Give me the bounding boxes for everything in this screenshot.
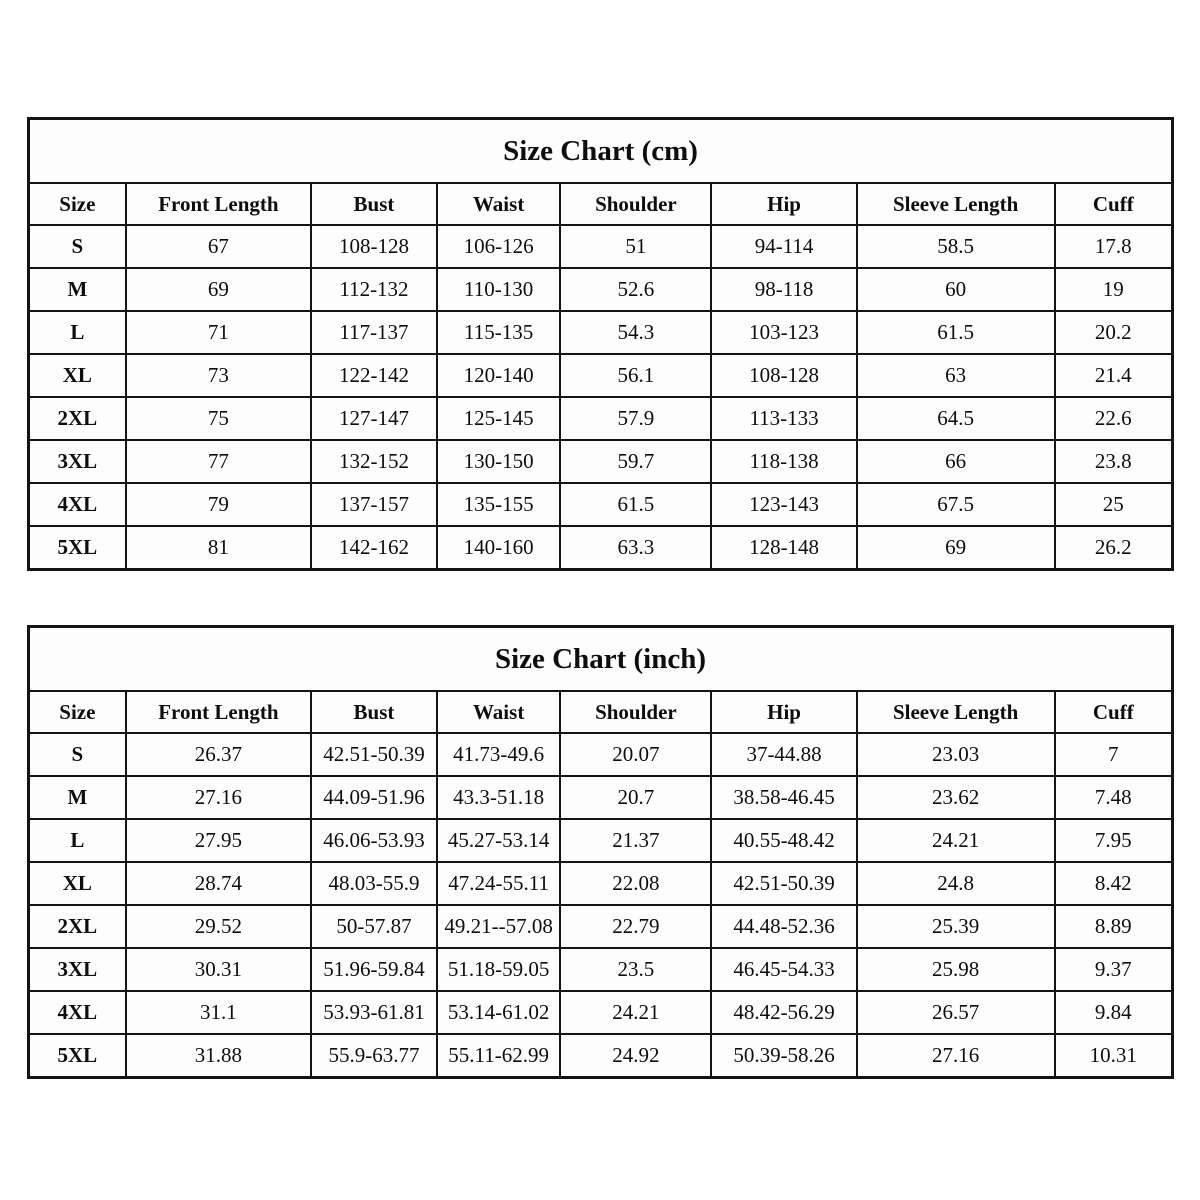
measurement-cell: 31.1 xyxy=(126,991,311,1034)
measurement-cell: 71 xyxy=(126,311,311,354)
measurement-cell: 47.24-55.11 xyxy=(437,862,561,905)
table-row xyxy=(29,948,1173,991)
measurement-cell: 25.39 xyxy=(857,905,1055,948)
measurement-cell: 29.52 xyxy=(126,905,311,948)
column-header-front-length: Front Length xyxy=(126,183,311,225)
size-chart-inch-table xyxy=(27,625,1174,1079)
size-label-cell: 5XL xyxy=(29,526,126,570)
measurement-cell: 117-137 xyxy=(311,311,437,354)
measurement-cell: 122-142 xyxy=(311,354,437,397)
table-row xyxy=(29,311,1173,354)
column-header-waist: Waist xyxy=(437,183,561,225)
size-label-cell: 2XL xyxy=(29,397,126,440)
size-label-cell: XL xyxy=(29,354,126,397)
measurement-cell: 20.7 xyxy=(560,776,711,819)
measurement-cell: 27.16 xyxy=(857,1034,1055,1078)
measurement-cell: 81 xyxy=(126,526,311,570)
measurement-cell: 28.74 xyxy=(126,862,311,905)
measurement-cell: 22.6 xyxy=(1055,397,1173,440)
measurement-cell: 48.42-56.29 xyxy=(711,991,856,1034)
measurement-cell: 30.31 xyxy=(126,948,311,991)
table-row xyxy=(29,733,1173,776)
table-header-row xyxy=(29,691,1173,733)
measurement-cell: 132-152 xyxy=(311,440,437,483)
measurement-cell: 8.42 xyxy=(1055,862,1173,905)
size-label-cell: 3XL xyxy=(29,948,126,991)
measurement-cell: 51.18-59.05 xyxy=(437,948,561,991)
measurement-cell: 8.89 xyxy=(1055,905,1173,948)
table-row xyxy=(29,483,1173,526)
measurement-cell: 22.08 xyxy=(560,862,711,905)
measurement-cell: 26.37 xyxy=(126,733,311,776)
table-row xyxy=(29,776,1173,819)
measurement-cell: 55.11-62.99 xyxy=(437,1034,561,1078)
measurement-cell: 23.03 xyxy=(857,733,1055,776)
measurement-cell: 125-145 xyxy=(437,397,561,440)
size-label-cell: S xyxy=(29,225,126,268)
table-row xyxy=(29,440,1173,483)
measurement-cell: 140-160 xyxy=(437,526,561,570)
measurement-cell: 25 xyxy=(1055,483,1173,526)
measurement-cell: 77 xyxy=(126,440,311,483)
measurement-cell: 45.27-53.14 xyxy=(437,819,561,862)
measurement-cell: 66 xyxy=(857,440,1055,483)
table-row xyxy=(29,354,1173,397)
table-title-inch: Size Chart (inch) xyxy=(29,627,1173,692)
measurement-cell: 123-143 xyxy=(711,483,856,526)
measurement-cell: 19 xyxy=(1055,268,1173,311)
measurement-cell: 46.45-54.33 xyxy=(711,948,856,991)
measurement-cell: 51 xyxy=(560,225,711,268)
measurement-cell: 43.3-51.18 xyxy=(437,776,561,819)
measurement-cell: 57.9 xyxy=(560,397,711,440)
measurement-cell: 108-128 xyxy=(711,354,856,397)
column-header-hip: Hip xyxy=(711,183,856,225)
measurement-cell: 17.8 xyxy=(1055,225,1173,268)
measurement-cell: 10.31 xyxy=(1055,1034,1173,1078)
measurement-cell: 46.06-53.93 xyxy=(311,819,437,862)
measurement-cell: 50-57.87 xyxy=(311,905,437,948)
measurement-cell: 44.09-51.96 xyxy=(311,776,437,819)
measurement-cell: 94-114 xyxy=(711,225,856,268)
measurement-cell: 115-135 xyxy=(437,311,561,354)
measurement-cell: 23.5 xyxy=(560,948,711,991)
table-row xyxy=(29,1034,1173,1078)
size-chart-cm-table xyxy=(27,117,1174,571)
measurement-cell: 9.84 xyxy=(1055,991,1173,1034)
measurement-cell: 41.73-49.6 xyxy=(437,733,561,776)
measurement-cell: 53.14-61.02 xyxy=(437,991,561,1034)
measurement-cell: 42.51-50.39 xyxy=(711,862,856,905)
column-header-size: Size xyxy=(29,183,126,225)
size-label-cell: XL xyxy=(29,862,126,905)
measurement-cell: 9.37 xyxy=(1055,948,1173,991)
measurement-cell: 61.5 xyxy=(560,483,711,526)
measurement-cell: 24.21 xyxy=(857,819,1055,862)
measurement-cell: 103-123 xyxy=(711,311,856,354)
measurement-cell: 26.57 xyxy=(857,991,1055,1034)
measurement-cell: 79 xyxy=(126,483,311,526)
table-title-cm: Size Chart (cm) xyxy=(29,119,1173,184)
size-label-cell: 4XL xyxy=(29,991,126,1034)
size-label-cell: S xyxy=(29,733,126,776)
measurement-cell: 51.96-59.84 xyxy=(311,948,437,991)
measurement-cell: 106-126 xyxy=(437,225,561,268)
measurement-cell: 24.92 xyxy=(560,1034,711,1078)
measurement-cell: 24.21 xyxy=(560,991,711,1034)
measurement-cell: 7.48 xyxy=(1055,776,1173,819)
measurement-cell: 127-147 xyxy=(311,397,437,440)
measurement-cell: 59.7 xyxy=(560,440,711,483)
table-title-row xyxy=(29,627,1173,692)
measurement-cell: 60 xyxy=(857,268,1055,311)
measurement-cell: 42.51-50.39 xyxy=(311,733,437,776)
measurement-cell: 112-132 xyxy=(311,268,437,311)
measurement-cell: 31.88 xyxy=(126,1034,311,1078)
measurement-cell: 27.95 xyxy=(126,819,311,862)
size-label-cell: 3XL xyxy=(29,440,126,483)
measurement-cell: 63.3 xyxy=(560,526,711,570)
measurement-cell: 20.2 xyxy=(1055,311,1173,354)
measurement-cell: 54.3 xyxy=(560,311,711,354)
measurement-cell: 37-44.88 xyxy=(711,733,856,776)
measurement-cell: 55.9-63.77 xyxy=(311,1034,437,1078)
size-label-cell: M xyxy=(29,268,126,311)
measurement-cell: 118-138 xyxy=(711,440,856,483)
measurement-cell: 21.4 xyxy=(1055,354,1173,397)
measurement-cell: 135-155 xyxy=(437,483,561,526)
table-row xyxy=(29,397,1173,440)
measurement-cell: 113-133 xyxy=(711,397,856,440)
measurement-cell: 27.16 xyxy=(126,776,311,819)
measurement-cell: 23.8 xyxy=(1055,440,1173,483)
table-row xyxy=(29,819,1173,862)
measurement-cell: 22.79 xyxy=(560,905,711,948)
measurement-cell: 142-162 xyxy=(311,526,437,570)
measurement-cell: 98-118 xyxy=(711,268,856,311)
measurement-cell: 25.98 xyxy=(857,948,1055,991)
table-header-row xyxy=(29,183,1173,225)
measurement-cell: 69 xyxy=(857,526,1055,570)
measurement-cell: 63 xyxy=(857,354,1055,397)
table-row xyxy=(29,905,1173,948)
measurement-cell: 26.2 xyxy=(1055,526,1173,570)
size-label-cell: L xyxy=(29,819,126,862)
column-header-waist: Waist xyxy=(437,691,561,733)
measurement-cell: 7 xyxy=(1055,733,1173,776)
size-label-cell: 5XL xyxy=(29,1034,126,1078)
measurement-cell: 49.21--57.08 xyxy=(437,905,561,948)
measurement-cell: 61.5 xyxy=(857,311,1055,354)
measurement-cell: 130-150 xyxy=(437,440,561,483)
column-header-size: Size xyxy=(29,691,126,733)
size-label-cell: 4XL xyxy=(29,483,126,526)
measurement-cell: 44.48-52.36 xyxy=(711,905,856,948)
column-header-front-length: Front Length xyxy=(126,691,311,733)
measurement-cell: 67 xyxy=(126,225,311,268)
column-header-sleeve-length: Sleeve Length xyxy=(857,691,1055,733)
column-header-cuff: Cuff xyxy=(1055,183,1173,225)
measurement-cell: 58.5 xyxy=(857,225,1055,268)
measurement-cell: 120-140 xyxy=(437,354,561,397)
measurement-cell: 73 xyxy=(126,354,311,397)
column-header-bust: Bust xyxy=(311,691,437,733)
table-row xyxy=(29,991,1173,1034)
size-label-cell: L xyxy=(29,311,126,354)
measurement-cell: 23.62 xyxy=(857,776,1055,819)
column-header-shoulder: Shoulder xyxy=(560,691,711,733)
measurement-cell: 67.5 xyxy=(857,483,1055,526)
table-row xyxy=(29,862,1173,905)
table-title-row xyxy=(29,119,1173,184)
measurement-cell: 52.6 xyxy=(560,268,711,311)
measurement-cell: 75 xyxy=(126,397,311,440)
table-row xyxy=(29,526,1173,570)
column-header-cuff: Cuff xyxy=(1055,691,1173,733)
column-header-hip: Hip xyxy=(711,691,856,733)
measurement-cell: 38.58-46.45 xyxy=(711,776,856,819)
column-header-bust: Bust xyxy=(311,183,437,225)
measurement-cell: 7.95 xyxy=(1055,819,1173,862)
measurement-cell: 137-157 xyxy=(311,483,437,526)
measurement-cell: 56.1 xyxy=(560,354,711,397)
measurement-cell: 53.93-61.81 xyxy=(311,991,437,1034)
measurement-cell: 48.03-55.9 xyxy=(311,862,437,905)
table-row xyxy=(29,268,1173,311)
measurement-cell: 40.55-48.42 xyxy=(711,819,856,862)
column-header-sleeve-length: Sleeve Length xyxy=(857,183,1055,225)
measurement-cell: 24.8 xyxy=(857,862,1055,905)
table-row xyxy=(29,225,1173,268)
size-label-cell: M xyxy=(29,776,126,819)
measurement-cell: 50.39-58.26 xyxy=(711,1034,856,1078)
measurement-cell: 128-148 xyxy=(711,526,856,570)
measurement-cell: 108-128 xyxy=(311,225,437,268)
size-label-cell: 2XL xyxy=(29,905,126,948)
measurement-cell: 64.5 xyxy=(857,397,1055,440)
measurement-cell: 69 xyxy=(126,268,311,311)
measurement-cell: 20.07 xyxy=(560,733,711,776)
measurement-cell: 21.37 xyxy=(560,819,711,862)
column-header-shoulder: Shoulder xyxy=(560,183,711,225)
measurement-cell: 110-130 xyxy=(437,268,561,311)
